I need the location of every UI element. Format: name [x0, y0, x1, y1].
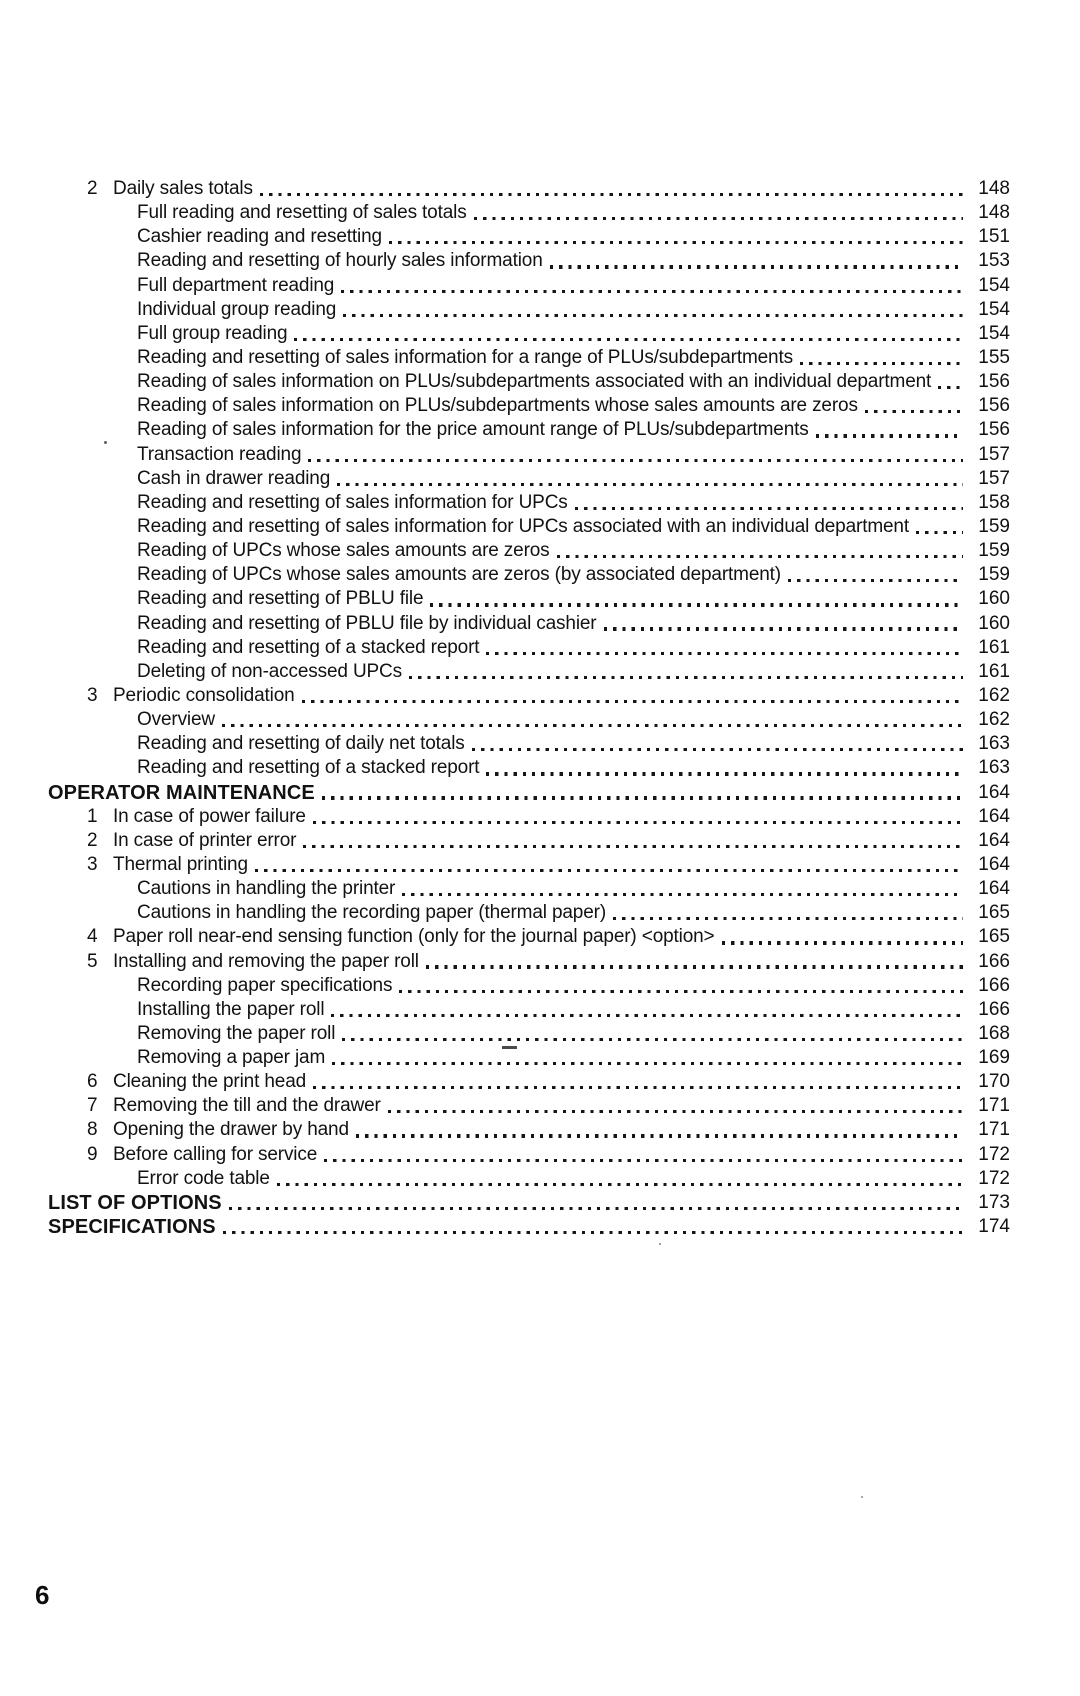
toc-entry-label: Paper roll near-end sensing function (only for the journal paper) <option> [113, 926, 715, 948]
toc-entry-label: In case of power failure [113, 805, 306, 827]
toc-entry-label: Installing and removing the paper roll [113, 950, 419, 972]
toc-entry [48, 1215, 1010, 1239]
toc-entry-page: 164 [978, 805, 1010, 827]
toc-entry [48, 660, 1010, 684]
dot-leader [331, 1014, 963, 1017]
dot-leader [332, 1062, 963, 1065]
toc-entry [48, 587, 1010, 611]
toc-entry-label: Deleting of non-accessed UPCs [137, 660, 402, 682]
toc-entry [48, 1046, 1010, 1070]
dot-leader [426, 965, 963, 968]
toc-entry-label: Reading and resetting of PBLU file [137, 588, 424, 610]
toc-entry-label: Error code table [137, 1167, 270, 1189]
toc-entry [48, 322, 1010, 346]
toc-entry-page: 157 [978, 467, 1010, 489]
toc-entry-page: 157 [978, 443, 1010, 465]
toc-entry-label: Removing the till and the drawer [113, 1095, 381, 1117]
toc-entry [48, 853, 1010, 877]
toc-entry-page: 165 [978, 902, 1010, 924]
toc-entry-page: 156 [978, 419, 1010, 441]
toc-entry-label: Before calling for service [113, 1143, 318, 1165]
toc-entry-page: 170 [978, 1071, 1010, 1093]
toc-entry-page: 151 [978, 226, 1010, 248]
dot-leader [389, 241, 963, 244]
dot-leader [399, 990, 963, 993]
toc-entry-page: 172 [978, 1167, 1010, 1189]
toc-entry [48, 346, 1010, 370]
scan-artifact [267, 305, 269, 307]
dot-leader [557, 555, 963, 558]
dot-leader [800, 362, 963, 365]
dot-leader [938, 386, 963, 389]
toc-entry-number: 2 [87, 178, 98, 199]
toc-entry [48, 515, 1010, 539]
dot-leader [388, 1110, 963, 1113]
dot-leader [313, 1086, 963, 1089]
dot-leader [409, 676, 963, 679]
scan-artifact [104, 441, 107, 444]
toc-entry [48, 612, 1010, 636]
dot-leader [337, 483, 963, 486]
toc-entry [48, 636, 1010, 660]
toc-list [48, 177, 1010, 1239]
toc-entry [48, 1167, 1010, 1191]
toc-entry-label: Reading and resetting of a stacked report [137, 757, 480, 779]
scan-artifact [502, 1046, 517, 1049]
dot-leader [341, 290, 963, 293]
toc-entry [48, 1143, 1010, 1167]
toc-entry [48, 1118, 1010, 1142]
toc-entry-page: 159 [978, 515, 1010, 537]
dot-leader [613, 917, 963, 920]
toc-entry [48, 467, 1010, 491]
toc-entry-page: 159 [978, 540, 1010, 562]
toc-entry [48, 925, 1010, 949]
toc-entry-page: 159 [978, 564, 1010, 586]
scan-artifact [659, 1243, 661, 1245]
toc-entry-number: 2 [87, 829, 98, 851]
dot-leader [788, 579, 963, 582]
toc-entry-page: 148 [978, 178, 1010, 199]
toc-entry-number: 1 [87, 805, 98, 827]
toc-entry-label: Transaction reading [137, 443, 302, 465]
dot-leader [472, 748, 963, 751]
toc-entry-label: Overview [137, 709, 215, 731]
dot-leader [308, 459, 963, 462]
toc-entry-label: Reading and resetting of hourly sales information [137, 250, 543, 272]
toc-entry-page: 163 [978, 733, 1010, 755]
dot-leader [229, 1207, 963, 1210]
toc-entry [48, 708, 1010, 732]
toc-entry-label: Thermal printing [113, 853, 248, 875]
toc-entry-page: 164 [978, 781, 1010, 803]
toc-entry-label: Cashier reading and resetting [137, 226, 382, 248]
toc-entry-label: Removing a paper jam [137, 1047, 326, 1069]
toc-entry [48, 370, 1010, 394]
toc-entry-label: Reading and resetting of sales information for a range of PLUs/subdepartments [137, 346, 793, 368]
toc-entry-label: Cash in drawer reading [137, 467, 331, 489]
dot-leader [302, 700, 963, 703]
toc-entry [48, 805, 1010, 829]
toc-entry-number: 8 [87, 1119, 98, 1141]
toc-entry-page: 174 [978, 1216, 1010, 1238]
dot-leader [324, 1159, 963, 1162]
toc-entry [48, 394, 1010, 418]
dot-leader [865, 410, 963, 413]
dot-leader [722, 941, 963, 944]
toc-entry-label: Reading and resetting of PBLU file by individual cashier [137, 612, 597, 634]
toc-entry-page: 168 [978, 1022, 1010, 1044]
toc-entry-page: 163 [978, 757, 1010, 779]
toc-entry-page: 154 [978, 274, 1010, 296]
toc-entry [48, 998, 1010, 1022]
toc-entry-label: Reading and resetting of a stacked report [137, 636, 480, 658]
toc-entry [48, 1022, 1010, 1046]
scan-artifact [861, 1496, 863, 1498]
toc-entry [48, 901, 1010, 925]
dot-leader [277, 1183, 963, 1186]
toc-entry-page: 169 [978, 1047, 1010, 1069]
toc-entry-page: 154 [978, 322, 1010, 344]
dot-leader [342, 1038, 963, 1041]
toc-entry-page: 171 [978, 1119, 1010, 1141]
toc-entry-page: 172 [978, 1143, 1010, 1165]
dot-leader [343, 314, 963, 317]
toc-entry-label: Reading of UPCs whose sales amounts are zeros [137, 540, 550, 562]
toc-entry-number: 9 [87, 1143, 98, 1165]
toc-entry-page: 148 [978, 202, 1010, 224]
toc-entry-label: Removing the paper roll [137, 1022, 336, 1044]
toc-entry-page: 161 [978, 660, 1010, 682]
dot-leader [486, 772, 963, 775]
toc-entry-label: Reading and resetting of sales information for UPCs associated with an individual department [137, 515, 909, 537]
dot-leader [550, 265, 963, 268]
toc-entry [48, 1094, 1010, 1118]
toc-entry [48, 201, 1010, 225]
toc-entry-label: Reading of sales information on PLUs/subdepartments associated with an individual department [137, 371, 932, 393]
toc-entry-page: 161 [978, 636, 1010, 658]
toc-entry-label: Full group reading [137, 322, 288, 344]
toc-entry-label: Reading of sales information for the price amount range of PLUs/subdepartments [137, 419, 809, 441]
toc-entry [48, 177, 1010, 201]
toc-entry [48, 684, 1010, 708]
toc-entry-page: 165 [978, 926, 1010, 948]
dot-leader [294, 338, 963, 341]
toc-entry-page: 164 [978, 829, 1010, 851]
toc-entry-page: 156 [978, 371, 1010, 393]
dot-leader [402, 893, 963, 896]
dot-leader [816, 434, 963, 437]
toc-entry-page: 171 [978, 1095, 1010, 1117]
dot-leader [260, 193, 963, 196]
toc-entry [48, 298, 1010, 322]
toc-entry-label: Reading and resetting of sales information for UPCs [137, 491, 568, 513]
footer-page-number: 6 [35, 1580, 50, 1610]
toc-entry-page: 160 [978, 588, 1010, 610]
dot-leader [313, 821, 963, 824]
toc-entry [48, 756, 1010, 780]
toc-entry [48, 491, 1010, 515]
toc-entry-label: Opening the drawer by hand [113, 1119, 349, 1141]
toc-entry [48, 781, 1010, 805]
toc-entry-label: In case of printer error [113, 829, 297, 851]
toc-entry [48, 1191, 1010, 1215]
toc-entry-number: 3 [87, 684, 98, 706]
toc-entry-label: Installing the paper roll [137, 998, 325, 1020]
toc-entry-number: 7 [87, 1095, 98, 1117]
dot-leader [916, 531, 963, 534]
toc-entry [48, 1070, 1010, 1094]
toc-entry-number: 4 [87, 926, 98, 948]
dot-leader [222, 724, 963, 727]
toc-entry [48, 249, 1010, 273]
dot-leader [356, 1134, 963, 1137]
toc-entry-label: SPECIFICATIONS [48, 1216, 216, 1239]
toc-entry [48, 539, 1010, 563]
toc-entry-label: Recording paper specifications [137, 974, 393, 996]
dot-leader [303, 845, 963, 848]
toc-entry-label: Reading and resetting of daily net totals [137, 733, 465, 755]
toc-entry-page: 154 [978, 298, 1010, 320]
toc-entry-label: Full department reading [137, 274, 335, 296]
toc-entry-page: 166 [978, 998, 1010, 1020]
toc-entry-page: 160 [978, 612, 1010, 634]
dot-leader [255, 869, 963, 872]
toc-entry [48, 563, 1010, 587]
toc-entry-page: 164 [978, 853, 1010, 875]
toc-entry-label: Cautions in handling the recording paper (thermal paper) [137, 902, 606, 924]
toc-entry [48, 418, 1010, 442]
toc-entry-label: Periodic consolidation [113, 684, 295, 706]
toc-entry-number: 5 [87, 950, 98, 972]
toc-entry [48, 443, 1010, 467]
toc-entry [48, 877, 1010, 901]
toc-entry-page: 162 [978, 709, 1010, 731]
toc-entry-page: 158 [978, 491, 1010, 513]
dot-leader [223, 1231, 963, 1234]
dot-leader [486, 652, 963, 655]
toc-entry [48, 950, 1010, 974]
toc-entry [48, 225, 1010, 249]
dot-leader [322, 796, 963, 799]
toc-entry-page: 164 [978, 878, 1010, 900]
toc-entry-page: 166 [978, 974, 1010, 996]
toc-entry-label: Daily sales totals [113, 178, 253, 199]
toc-entry-page: 155 [978, 346, 1010, 368]
toc-entry-number: 6 [87, 1071, 98, 1093]
dot-leader [474, 217, 963, 220]
dot-leader [575, 507, 963, 510]
toc-entry-label: Cautions in handling the printer [137, 878, 396, 900]
toc-entry-label: LIST OF OPTIONS [48, 1191, 222, 1214]
toc-entry [48, 732, 1010, 756]
dot-leader [430, 603, 963, 606]
toc-entry-page: 166 [978, 950, 1010, 972]
toc-entry-page: 156 [978, 395, 1010, 417]
toc-entry-label: Reading of sales information on PLUs/subdepartments whose sales amounts are zeros [137, 395, 858, 417]
toc-entry-page: 173 [978, 1191, 1010, 1213]
toc-entry [48, 829, 1010, 853]
toc-entry [48, 274, 1010, 298]
dot-leader [604, 627, 964, 630]
toc-entry-label: OPERATOR MAINTENANCE [48, 781, 315, 804]
toc-entry-label: Individual group reading [137, 298, 337, 320]
toc-entry-label: Cleaning the print head [113, 1071, 307, 1093]
toc-entry-page: 153 [978, 250, 1010, 272]
toc-entry [48, 974, 1010, 998]
toc-entry-label: Full reading and resetting of sales totals [137, 202, 467, 224]
toc-entry-label: Reading of UPCs whose sales amounts are zeros (by associated department) [137, 564, 781, 586]
toc-entry-number: 3 [87, 853, 98, 875]
toc-entry-page: 162 [978, 684, 1010, 706]
